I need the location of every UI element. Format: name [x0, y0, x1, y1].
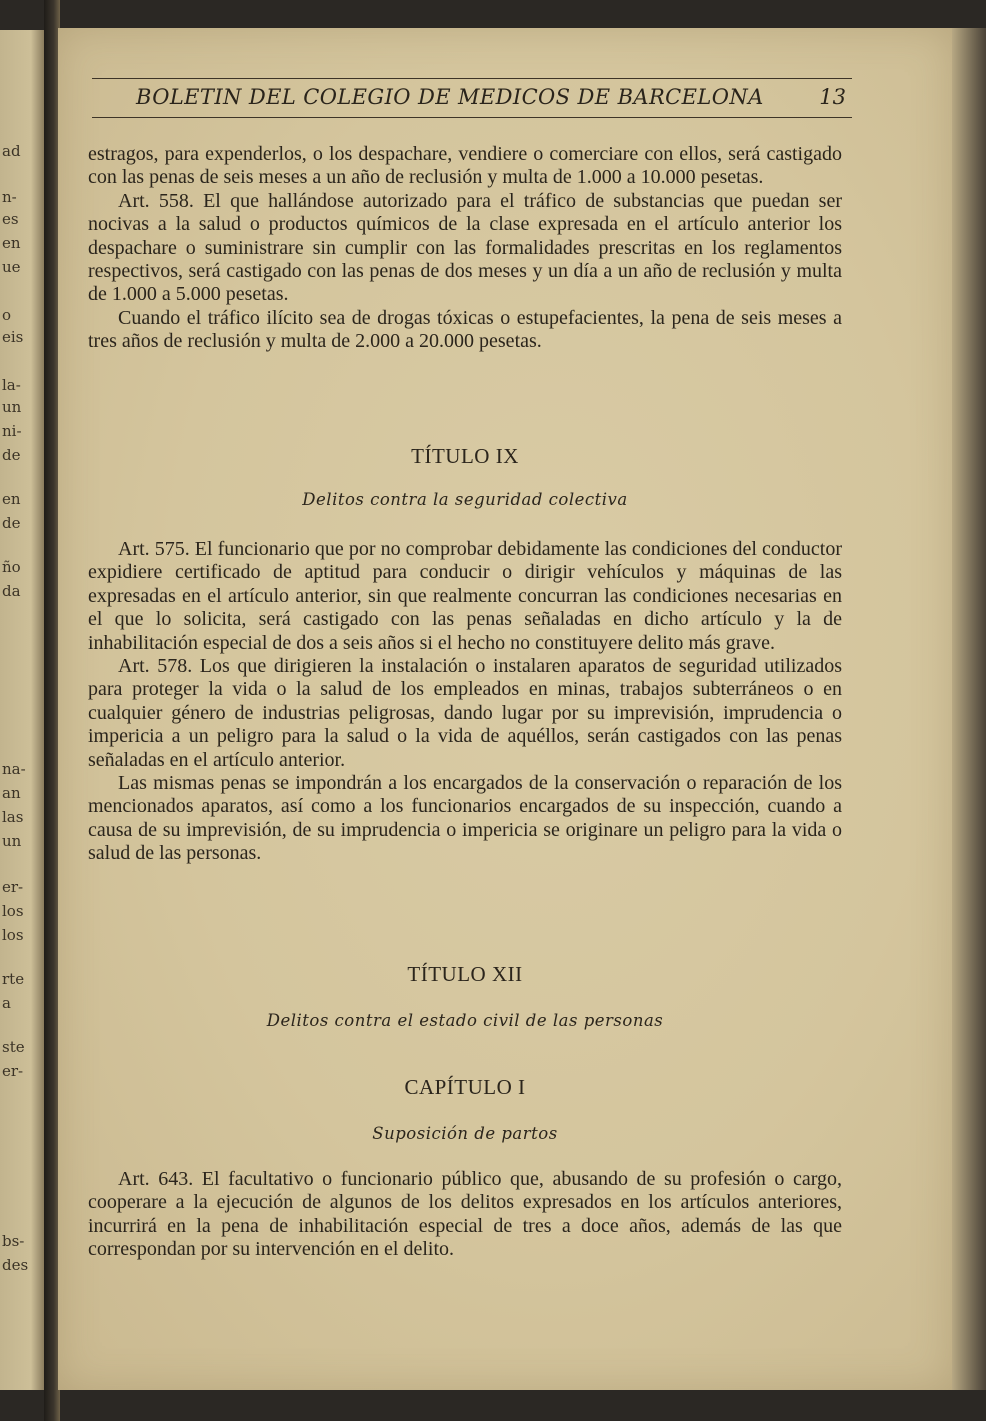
- previous-page-text-fragment: en: [2, 234, 21, 252]
- previous-page-text-fragment: n-: [2, 188, 17, 206]
- chapter-subtitle: Suposición de partos: [372, 1124, 558, 1143]
- previous-page-text-fragment: de: [2, 446, 21, 464]
- previous-page-text-fragment: rte: [2, 970, 25, 988]
- previous-page-text-fragment: ue: [2, 258, 21, 276]
- section-subtitle: Delitos contra la seguridad colectiva: [302, 490, 628, 509]
- previous-page-text-fragment: er-: [2, 878, 24, 896]
- previous-page-text-fragment: na-: [2, 760, 26, 778]
- section-title-titulo-ix: TÍTULO IX: [411, 444, 519, 468]
- previous-page-text-fragment: ni-: [2, 422, 22, 440]
- paragraph: Cuando el tráfico ilícito sea de drogas tóxicas o estupefacientes, la pena de seis meses a tres años de reclusión y multa de 2.000 a 20.000 pesetas.: [88, 306, 842, 353]
- previous-page-text-fragment: la-: [2, 376, 21, 394]
- previous-page-text-fragment: an: [2, 784, 21, 802]
- previous-page-text-fragment: las: [2, 808, 24, 826]
- paragraph-art-558: Art. 558. El que hallándose autorizado para el tráfico de substancias que puedan ser nocivas a la salud o productos químicos de la clase expresada en el artículo anterior los despachare o suministrare sin cumplir con las formalidades prescritas en los reglamentos respectivos, será castigado con las penas de dos meses y un día a un año de reclusión y multa de 1.000 a 5.000 pesetas.: [88, 189, 842, 306]
- previous-page-text-fragment: o: [2, 306, 12, 324]
- text-block-article-643: [88, 1168, 842, 1262]
- text-block-articles-575-578: [88, 538, 842, 866]
- paragraph: estragos, para expenderlos, o los despachare, vendiere o comerciare con ellos, será castigado con las penas de seis meses a un año de reclusión y multa de 1.000 a 10.000 pesetas.: [88, 143, 842, 189]
- page-number: 13: [819, 85, 846, 109]
- previous-page-text-fragment: ad: [2, 142, 21, 160]
- previous-page-text-fragment: en: [2, 490, 21, 508]
- journal-title: BOLETIN DEL COLEGIO DE MEDICOS DE BARCELONA: [136, 85, 764, 109]
- previous-page-text-fragment: des: [2, 1256, 29, 1274]
- previous-page-text-fragment: es: [2, 210, 19, 228]
- previous-page-edge: [0, 30, 44, 1390]
- previous-page-text-fragment: da: [2, 582, 21, 600]
- chapter-title: CAPÍTULO I: [404, 1075, 526, 1099]
- paragraph-art-643: Art. 643. El facultativo o funcionario público que, abusando de su profesión o cargo, cooperare a la ejecución de algunos de los delitos expresados en los artículos anteriores, incurrirá en la pena de inhabilitación especial de tres a doce años, además de las que correspondan por su intervención en el delito.: [88, 1168, 842, 1261]
- paragraph-art-578: Art. 578. Los que dirigieren la instalación o instalaren aparatos de seguridad utilizados para proteger la vida o la salud de los empleados en minas, trabajos subterráneos o en cualquier género de industrias peligrosas, dando lugar por su imprevisión, imprudencia o impericia a un peligro para la salud o la vida de aquéllos, serán castigados con las penas señaladas en el artículo anterior.: [88, 655, 842, 771]
- previous-page-text-fragment: bs-: [2, 1232, 25, 1250]
- previous-page-text-fragment: un: [2, 832, 22, 850]
- previous-page-text-fragment: de: [2, 514, 21, 532]
- previous-page-text-fragment: un: [2, 398, 22, 416]
- page-right-edge: [952, 28, 986, 1390]
- text-block-articles-558: [88, 143, 842, 354]
- section-title-titulo-xii: TÍTULO XII: [407, 962, 523, 986]
- previous-page-text-fragment: ste: [2, 1038, 25, 1056]
- previous-page-text-fragment: a: [2, 994, 11, 1012]
- previous-page-text-fragment: eis: [2, 328, 24, 346]
- previous-page-text-fragment: ño: [2, 558, 21, 576]
- paragraph-art-575: Art. 575. El funcionario que por no comprobar debidamente las condiciones del conductor expidiere certificado de aptitud para conducir o dirigir vehículos y máquinas de las expresadas en el artículo anterior, sin que realmente concurran las condiciones necesarias en el que lo solicita, será castigado con las penas señaladas en dicho artículo y la de inhabilitación especial de dos a seis años si el hecho no constituyere delito más grave.: [88, 538, 842, 654]
- previous-page-text-fragment: er-: [2, 1062, 24, 1080]
- section-subtitle: Delitos contra el estado civil de las personas: [266, 1011, 664, 1030]
- previous-page-text-fragment: los: [2, 902, 24, 920]
- running-header: [92, 78, 852, 118]
- paragraph: Las mismas penas se impondrán a los encargados de la conservación o reparación de los mencionados aparatos, así como a los funcionarios encargados de su inspección, cuando a causa de su imprevisión, de su imprudencia o impericia se originare un peligro para la vida o salud de las personas.: [88, 772, 842, 865]
- previous-page-text-fragment: los: [2, 926, 24, 944]
